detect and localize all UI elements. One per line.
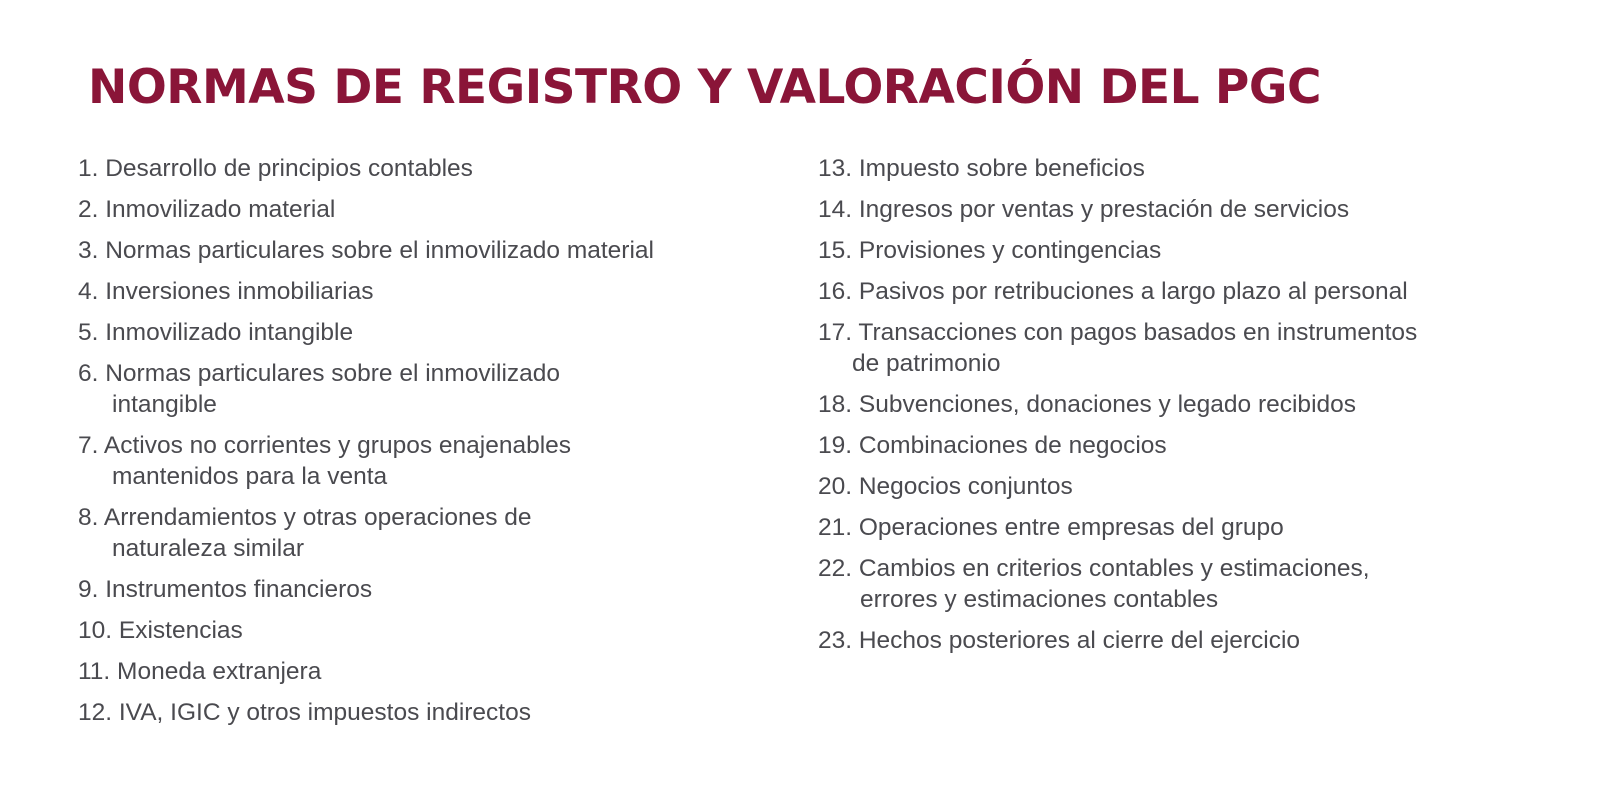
list-item bbox=[818, 430, 1578, 461]
list-item bbox=[78, 656, 798, 687]
right-column-list bbox=[818, 153, 1578, 666]
list-item-text: 22. Cambios en criterios contables y estimaciones, bbox=[818, 555, 1370, 582]
list-item bbox=[818, 553, 1578, 615]
list-item bbox=[78, 317, 798, 348]
list-item bbox=[818, 625, 1578, 656]
list-item-text: 9. Instrumentos financieros bbox=[78, 576, 373, 603]
list-item bbox=[78, 502, 798, 564]
list-item bbox=[78, 574, 798, 605]
list-item-text: 19. Combinaciones de negocios bbox=[818, 432, 1167, 459]
list-item-continuation: errores y estimaciones contables bbox=[860, 586, 1219, 613]
list-item bbox=[78, 430, 798, 492]
list-item-text: 1. Desarrollo de principios contables bbox=[78, 155, 473, 182]
list-item-text: 20. Negocios conjuntos bbox=[818, 473, 1073, 500]
list-item bbox=[818, 317, 1578, 379]
list-item-text: 14. Ingresos por ventas y prestación de servicios bbox=[818, 196, 1350, 223]
list-item-text: 6. Normas particulares sobre el inmovilizado bbox=[78, 360, 561, 387]
list-item-text: 12. IVA, IGIC y otros impuestos indirectos bbox=[78, 699, 531, 726]
list-item-continuation: naturaleza similar bbox=[112, 535, 304, 562]
list-item bbox=[818, 512, 1578, 543]
list-item-text: 11. Moneda extranjera bbox=[78, 658, 322, 685]
list-item bbox=[818, 471, 1578, 502]
list-item-text: 17. Transacciones con pagos basados en instrumentos bbox=[818, 319, 1418, 346]
list-item bbox=[78, 235, 798, 266]
list-item-text: 3. Normas particulares sobre el inmovilizado material bbox=[78, 237, 654, 264]
list-item bbox=[78, 697, 798, 728]
list-item bbox=[78, 276, 798, 307]
list-item bbox=[818, 276, 1578, 307]
list-item bbox=[78, 358, 798, 420]
list-item-text: 5. Inmovilizado intangible bbox=[78, 319, 354, 346]
list-item-text: 15. Provisiones y contingencias bbox=[818, 237, 1162, 264]
list-item-continuation: mantenidos para la venta bbox=[112, 463, 388, 490]
list-item bbox=[78, 615, 798, 646]
list-item-continuation: intangible bbox=[112, 391, 217, 418]
list-item bbox=[818, 153, 1578, 184]
list-item-text: 18. Subvenciones, donaciones y legado recibidos bbox=[818, 391, 1357, 418]
list-item bbox=[78, 153, 798, 184]
list-item-text: 23. Hechos posteriores al cierre del ejercicio bbox=[818, 627, 1301, 654]
list-item-text: 21. Operaciones entre empresas del grupo bbox=[818, 514, 1284, 541]
list-item bbox=[818, 235, 1578, 266]
list-item-text: 8. Arrendamientos y otras operaciones de bbox=[78, 504, 532, 531]
list-item-text: 10. Existencias bbox=[78, 617, 243, 644]
list-item-text: 7. Activos no corrientes y grupos enajenables bbox=[78, 432, 572, 459]
list-item bbox=[78, 194, 798, 225]
list-item bbox=[818, 389, 1578, 420]
list-item bbox=[818, 194, 1578, 225]
list-item-text: 16. Pasivos por retribuciones a largo plazo al personal bbox=[818, 278, 1408, 305]
list-item-text: 13. Impuesto sobre beneficios bbox=[818, 155, 1145, 182]
left-column-list bbox=[78, 153, 798, 738]
list-item-text: 4. Inversiones inmobiliarias bbox=[78, 278, 374, 305]
list-item-text: 2. Inmovilizado material bbox=[78, 196, 336, 223]
page-title: NORMAS DE REGISTRO Y VALORACIÓN DEL PGC bbox=[88, 60, 1321, 115]
list-item-continuation: de patrimonio bbox=[852, 350, 1001, 377]
